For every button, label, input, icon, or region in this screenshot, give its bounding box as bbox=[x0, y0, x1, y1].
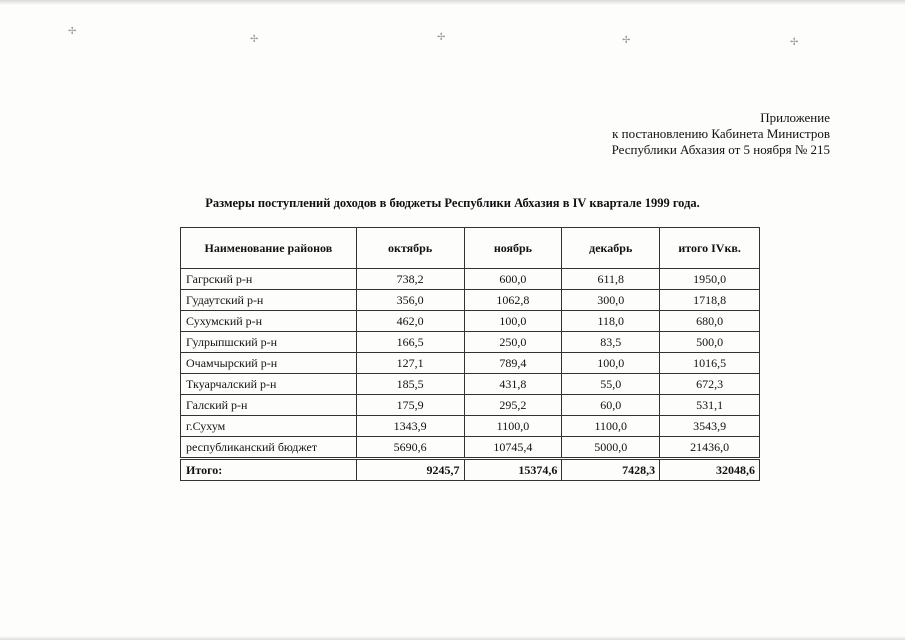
table-row bbox=[181, 374, 760, 395]
november-value: 789,4 bbox=[464, 353, 562, 374]
november-value: 1062,8 bbox=[464, 290, 562, 311]
column-header-october: октябрь bbox=[356, 228, 464, 269]
october-value: 127,1 bbox=[356, 353, 464, 374]
november-value: 10745,4 bbox=[464, 437, 562, 459]
scan-mark: ✢ bbox=[250, 34, 259, 45]
district-name: Галский р-н bbox=[181, 395, 357, 416]
table-header-row bbox=[181, 228, 760, 269]
table-row bbox=[181, 353, 760, 374]
scan-edge-bottom bbox=[0, 636, 905, 640]
november-value: 431,8 bbox=[464, 374, 562, 395]
october-value: 185,5 bbox=[356, 374, 464, 395]
column-header-december: декабрь bbox=[562, 228, 660, 269]
october-value: 462,0 bbox=[356, 311, 464, 332]
scan-mark: ✢ bbox=[790, 37, 799, 48]
document-title: Размеры поступлений доходов в бюджеты Республики Абхазия в IV квартале 1999 года. bbox=[205, 196, 700, 210]
november-value: 100,0 bbox=[464, 311, 562, 332]
appendix-line: к постановлению Кабинета Министров bbox=[612, 126, 830, 141]
october-value: 5690,6 bbox=[356, 437, 464, 459]
table-row bbox=[181, 332, 760, 353]
table-row bbox=[181, 437, 760, 459]
december-value: 1100,0 bbox=[562, 416, 660, 437]
december-value: 60,0 bbox=[562, 395, 660, 416]
scan-mark: ✢ bbox=[622, 35, 631, 46]
november-value: 1100,0 bbox=[464, 416, 562, 437]
appendix-line: Приложение bbox=[760, 110, 830, 125]
december-value: 300,0 bbox=[562, 290, 660, 311]
october-total: 9245,7 bbox=[356, 459, 464, 481]
district-name: Сухумский р-н bbox=[181, 311, 357, 332]
district-name: Гулрыпшский р-н bbox=[181, 332, 357, 353]
october-value: 166,5 bbox=[356, 332, 464, 353]
october-value: 738,2 bbox=[356, 269, 464, 290]
column-header-november: ноябрь bbox=[464, 228, 562, 269]
december-value: 83,5 bbox=[562, 332, 660, 353]
december-value: 5000,0 bbox=[562, 437, 660, 459]
table-row bbox=[181, 269, 760, 290]
october-value: 356,0 bbox=[356, 290, 464, 311]
q4-total-value: 1718,8 bbox=[660, 290, 760, 311]
district-name: Гагрский р-н bbox=[181, 269, 357, 290]
december-value: 100,0 bbox=[562, 353, 660, 374]
district-name: республиканский бюджет bbox=[181, 437, 357, 459]
district-name: г.Сухум bbox=[181, 416, 357, 437]
budget-table bbox=[180, 227, 760, 481]
column-header-q4-total: итого IVкв. bbox=[660, 228, 760, 269]
q4-total-value: 3543,9 bbox=[660, 416, 760, 437]
district-name: Очамчырский р-н bbox=[181, 353, 357, 374]
appendix-line: Республики Абхазия от 5 ноября № 215 bbox=[611, 142, 830, 157]
table-total-row bbox=[181, 459, 760, 481]
december-value: 118,0 bbox=[562, 311, 660, 332]
district-name: Ткуарчалский р-н bbox=[181, 374, 357, 395]
district-name: Гудаутский р-н bbox=[181, 290, 357, 311]
q4-total-value: 680,0 bbox=[660, 311, 760, 332]
november-value: 600,0 bbox=[464, 269, 562, 290]
scan-mark: ✢ bbox=[437, 32, 446, 43]
table-row bbox=[181, 311, 760, 332]
december-total: 7428,3 bbox=[562, 459, 660, 481]
table-row bbox=[181, 395, 760, 416]
scan-edge-top bbox=[0, 0, 905, 5]
december-value: 611,8 bbox=[562, 269, 660, 290]
november-value: 250,0 bbox=[464, 332, 562, 353]
october-value: 1343,9 bbox=[356, 416, 464, 437]
q4-total-value: 1950,0 bbox=[660, 269, 760, 290]
q4-grand-total: 32048,6 bbox=[660, 459, 760, 481]
november-value: 295,2 bbox=[464, 395, 562, 416]
appendix-header bbox=[612, 110, 830, 158]
october-value: 175,9 bbox=[356, 395, 464, 416]
scan-mark: ✢ bbox=[68, 26, 77, 37]
q4-total-value: 1016,5 bbox=[660, 353, 760, 374]
table-row bbox=[181, 416, 760, 437]
december-value: 55,0 bbox=[562, 374, 660, 395]
q4-total-value: 500,0 bbox=[660, 332, 760, 353]
november-total: 15374,6 bbox=[464, 459, 562, 481]
total-label: Итого: bbox=[181, 459, 357, 481]
q4-total-value: 672,3 bbox=[660, 374, 760, 395]
table-row bbox=[181, 290, 760, 311]
column-header-district: Наименование районов bbox=[181, 228, 357, 269]
q4-total-value: 21436,0 bbox=[660, 437, 760, 459]
q4-total-value: 531,1 bbox=[660, 395, 760, 416]
